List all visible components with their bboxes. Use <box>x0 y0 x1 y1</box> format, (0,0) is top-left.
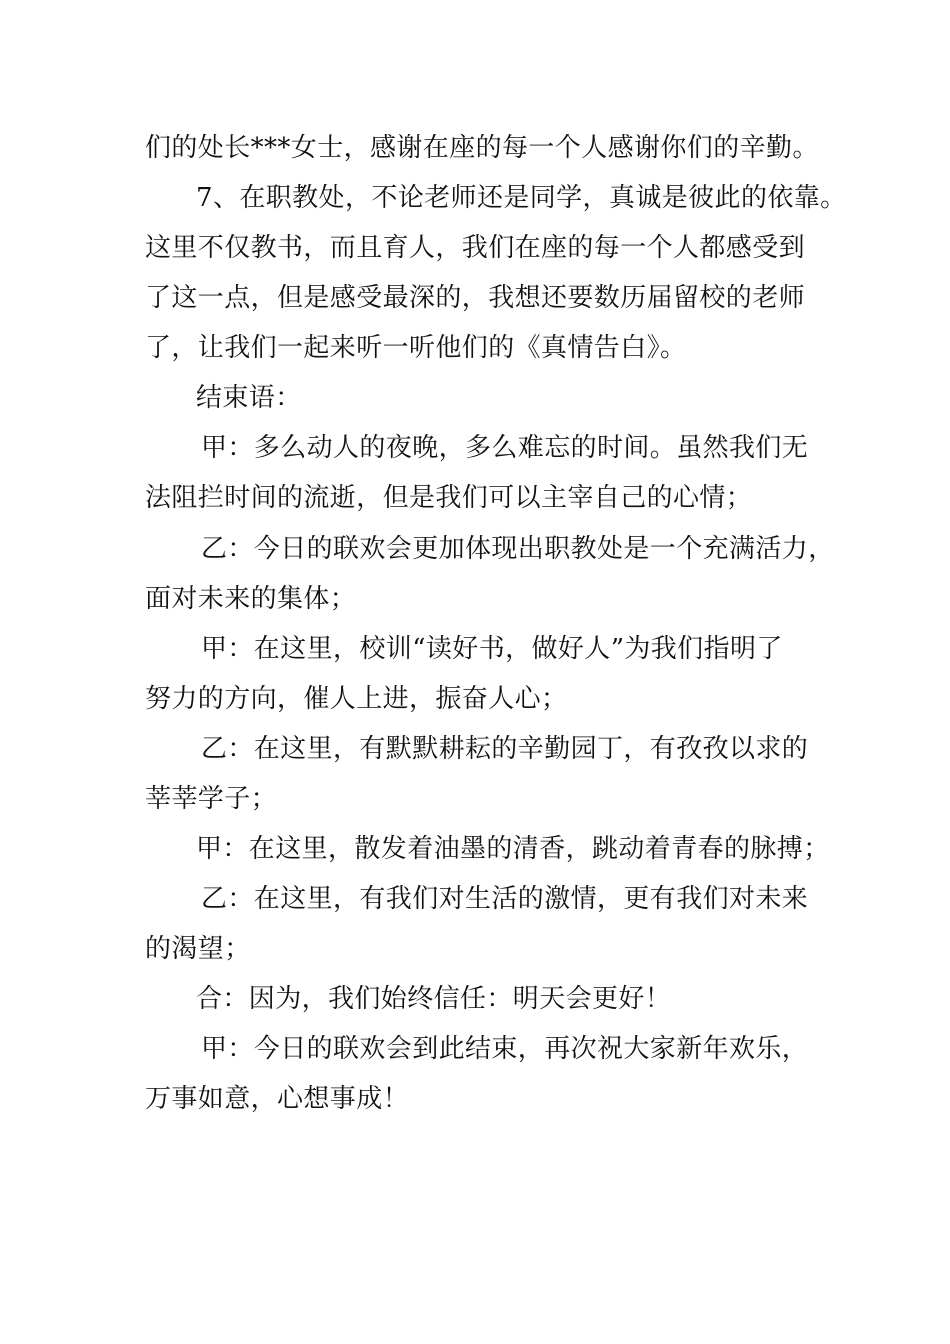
text-line: 甲：多么动人的夜晚，多么难忘的时间。虽然我们无 <box>201 433 809 463</box>
text-line: 了，让我们一起来听一听他们的《真情告白》。 <box>145 333 687 363</box>
text-line: 乙：在这里，有默默耕耘的辛勤园丁，有孜孜以求的 <box>201 734 809 764</box>
text-line: 7、在职教处，不论老师还是同学，真诚是彼此的依靠。 <box>196 183 847 213</box>
section-heading: 结束语： <box>196 383 302 413</box>
text-line: 甲：在这里，散发着油墨的清香，跳动着青春的脉搏； <box>196 834 830 864</box>
text-line: 甲：在这里，校训“读好书，做好人”为我们指明了 <box>201 634 783 664</box>
text-line: 们的处长***女士，感谢在座的每一个人感谢你们的辛勤。 <box>145 133 819 163</box>
text-line: 努力的方向，催人上进，振奋人心； <box>145 684 568 714</box>
text-line: 面对未来的集体； <box>145 584 357 614</box>
text-line: 这里不仅教书，而且育人，我们在座的每一个人都感受到 <box>145 233 806 263</box>
text-line: 了这一点，但是感受最深的，我想还要数历届留校的老师 <box>145 283 806 313</box>
text-line: 的渴望； <box>145 934 251 964</box>
text-line: 乙：今日的联欢会更加体现出职教处是一个充满活力， <box>201 534 835 564</box>
text-line: 法阻拦时间的流逝，但是我们可以主宰自己的心情； <box>145 483 753 513</box>
text-line: 合：因为，我们始终信任：明天会更好！ <box>196 984 672 1014</box>
text-line: 万事如意，心想事成！ <box>145 1084 410 1114</box>
text-line: 莘莘学子； <box>145 784 278 814</box>
text-line: 乙：在这里，有我们对生活的激情，更有我们对未来 <box>201 884 809 914</box>
text-line: 甲：今日的联欢会到此结束，再次祝大家新年欢乐， <box>201 1034 809 1064</box>
